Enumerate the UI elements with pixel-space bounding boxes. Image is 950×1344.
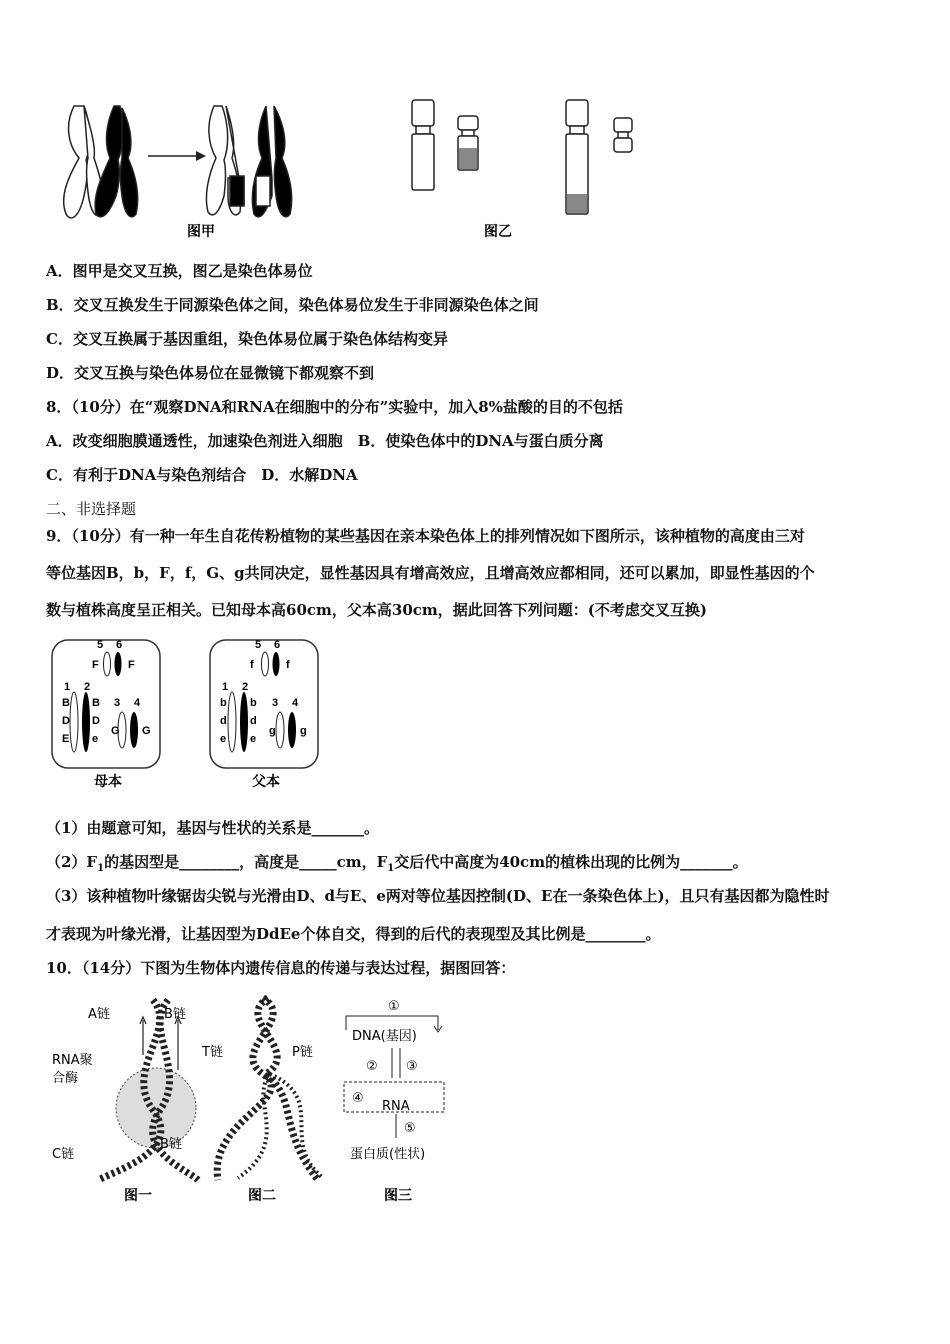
fig3-step-1: ① xyxy=(388,999,400,1014)
father-gene-1-d: d xyxy=(220,715,227,727)
father-label: 父本 xyxy=(252,774,280,790)
father-gene-6: f xyxy=(286,659,290,671)
fig2-caption: 图二 xyxy=(248,1188,276,1204)
fig1-rna-polymerase-label-1: RNA聚 xyxy=(52,1053,93,1068)
father-gene-1-e: e xyxy=(220,733,227,745)
q10-stem: 10．（14分）下图为生物体内遗传信息的传递与表达过程，据图回答： xyxy=(46,959,516,977)
figure-parent-chromosomes xyxy=(48,638,328,790)
q9-sub2: $(2)F_1$的基因型是________，高度是_____cm，$F_1$交后代中高度为40cm的植株出现的比例为_______。 xyxy=(46,853,748,874)
fig3-step-5: ⑤ xyxy=(404,1121,416,1136)
q7-option-b: B．交叉互换发生于同源染色体之间，染色体易位发生于非同源染色体之间 xyxy=(46,296,539,314)
fig-jia-caption: 图甲 xyxy=(187,224,215,240)
father-chrom-6-number: 6 xyxy=(274,639,281,651)
father-gene-1-b: b xyxy=(220,697,227,709)
father-gene-4: g xyxy=(300,725,307,737)
fig3-step-4: ④ xyxy=(352,1091,364,1106)
mother-gene-2-d: D xyxy=(92,715,100,727)
mother-chrom-1-number: 1 xyxy=(64,681,71,693)
mother-gene-2-b: B xyxy=(92,697,100,709)
mother-gene-6: F xyxy=(128,659,135,671)
fig2-t-chain-label: T链 xyxy=(202,1045,223,1060)
father-chrom-1-number: 1 xyxy=(222,681,229,693)
fig-yi-caption: 图乙 xyxy=(484,224,512,240)
mother-chrom-6-number: 6 xyxy=(116,639,123,651)
mother-gene-1-e: E xyxy=(62,733,70,745)
q9-stem-line-2: 等位基因B，b，F，f，G、g共同决定，显性基因具有增高效应，且增高效应都相同，还可以累加，即显性基因的个 xyxy=(46,564,815,582)
mother-gene-1-b: B xyxy=(62,697,70,709)
q9-stem-line-1: 9．（10分）有一种一年生自花传粉植物的某些基因在亲本染色体上的排列情况如下图所示，该种植物的高度由三对 xyxy=(46,527,805,545)
father-gene-2-e: e xyxy=(250,733,257,745)
q7-option-a: A．图甲是交叉互换，图乙是染色体易位 xyxy=(46,262,313,280)
q9-sub3-line-2: 才表现为叶缘光滑，让基因型为DdEe个体自交，得到的后代的表现型及其比例是________。 xyxy=(46,925,661,943)
fig1-caption: 图一 xyxy=(124,1188,152,1204)
father-chrom-4-number: 4 xyxy=(292,697,299,709)
figure-genetic-information-flow xyxy=(48,990,468,1210)
q9-stem-line-3: 数与植株高度呈正相关。已知母本高60cm，父本高30cm，据此回答下列问题：(不考虑交叉互换) xyxy=(46,601,707,619)
figure-yi-chromosomes xyxy=(412,100,632,214)
figure-jia-right-pair xyxy=(206,106,291,217)
mother-chrom-5-number: 5 xyxy=(97,639,104,651)
fig3-dna-label: DNA(基因) xyxy=(352,1029,417,1044)
father-chrom-3-number: 3 xyxy=(272,697,279,709)
arrow-icon xyxy=(148,151,206,161)
q9-sub1: （1）由题意可知，基因与性状的关系是_______。 xyxy=(46,819,379,837)
fig3-caption: 图三 xyxy=(384,1188,412,1204)
q9-sub3-line-1: （3）该种植物叶缘锯齿尖锐与光滑由D、d与E、e两对等位基因控制(D、E在一条染色体上)，且只有基因都为隐性时 xyxy=(46,887,830,905)
q7-option-d: D．交叉互换与染色体易位在显微镜下都观察不到 xyxy=(46,364,375,382)
figure-crossover-translocation xyxy=(44,96,644,244)
father-chrom-5-number: 5 xyxy=(255,639,262,651)
mother-gene-2-e: e xyxy=(92,733,99,745)
fig1-b-chain-top-label: B链 xyxy=(164,1007,186,1022)
father-gene-2-d: d xyxy=(250,715,257,727)
section-title: 二、非选择题 xyxy=(46,500,137,518)
figure-2-replication xyxy=(201,998,323,1204)
fig3-rna-label: RNA xyxy=(382,1099,410,1114)
fig3-step-3: ③ xyxy=(406,1059,418,1074)
fig1-b-chain-bottom-label: B链 xyxy=(160,1137,182,1152)
father-gene-2-b: b xyxy=(250,697,257,709)
fig1-a-chain-label: A链 xyxy=(88,1007,110,1022)
father-chrom-2-number: 2 xyxy=(242,681,249,693)
fig1-rna-polymerase-label-2: 合酶 xyxy=(52,1071,79,1086)
father-gene-3: g xyxy=(269,725,276,737)
q8-options-cd: C．有利于DNA与染色剂结合 D．水解DNA xyxy=(46,466,358,484)
q8-options-ab: A．改变细胞膜通透性，加速染色剂进入细胞 B．使染色体中的DNA与蛋白质分离 xyxy=(46,432,604,450)
mother-chrom-2-number: 2 xyxy=(84,681,91,693)
mother-chrom-4-number: 4 xyxy=(134,697,141,709)
mother-gene-3: G xyxy=(111,725,120,737)
father-gene-5: f xyxy=(250,659,254,671)
mother-label: 母本 xyxy=(94,774,122,790)
fig1-c-chain-label: C链 xyxy=(52,1147,75,1162)
q7-option-c: C．交叉互换属于基因重组，染色体易位属于染色体结构变异 xyxy=(46,330,448,348)
figure-1-transcription xyxy=(52,1000,198,1204)
figure-jia-left-pair xyxy=(64,106,138,218)
fig3-step-2: ② xyxy=(366,1059,378,1074)
fig2-p-chain-label: P链 xyxy=(292,1045,313,1060)
mother-gene-4: G xyxy=(142,725,151,737)
figure-3-central-dogma xyxy=(344,999,444,1204)
fig3-protein-label: 蛋白质(性状) xyxy=(350,1147,426,1162)
q8-stem: 8．（10分）在“观察DNA和RNA在细胞中的分布”实验中，加入8%盐酸的目的不包括 xyxy=(46,398,623,416)
mother-gene-1-d: D xyxy=(62,715,70,727)
mother-gene-5: F xyxy=(92,659,99,671)
mother-chrom-3-number: 3 xyxy=(114,697,121,709)
